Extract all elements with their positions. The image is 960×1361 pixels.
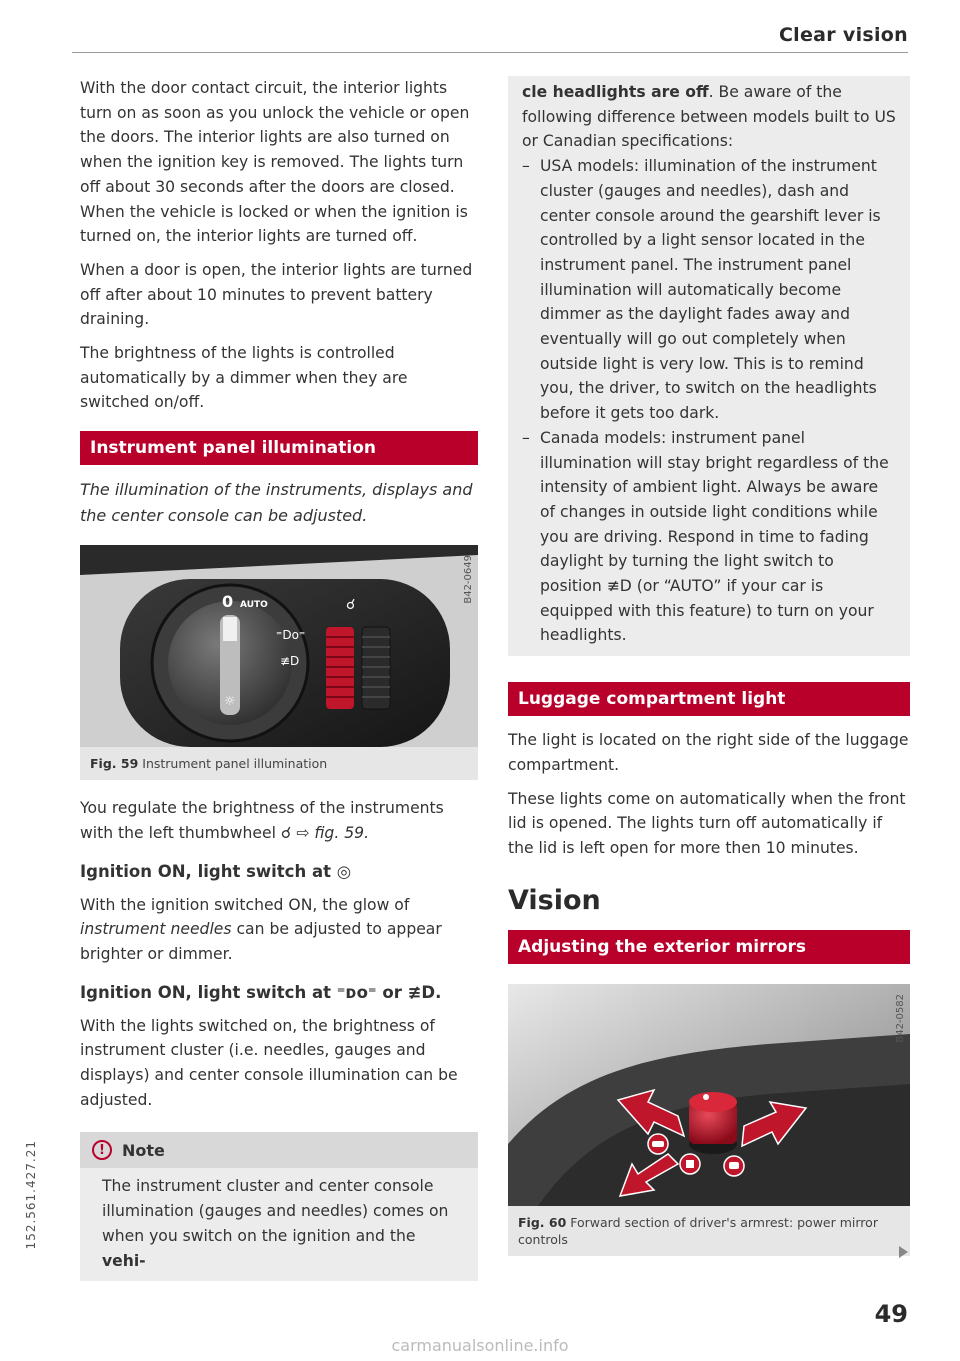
needles-text-b: can be adjusted to appear brighter or dimmer.: [80, 920, 442, 963]
note-continuation-text: [522, 80, 896, 154]
note-text-a: The instrument cluster and center console illumination (gauges and needles) comes on when you switch on the ignition and the: [102, 1177, 449, 1245]
note-title: Note: [122, 1140, 165, 1160]
region-list: [522, 154, 896, 648]
switch-position-zero: 0: [222, 592, 234, 612]
thumbwheel-text: You regulate the brightness of the instruments with the left thumbwheel: [80, 799, 444, 842]
subheading-light-switch-off: Ignition ON, light switch at ◎: [80, 861, 352, 881]
continue-arrow-icon: [899, 1246, 908, 1258]
figure-59-caption: [80, 747, 478, 780]
paragraph-door-open: When a door is open, the interior lights are turned off after about 10 minutes to prevent battery draining.: [80, 260, 473, 329]
mirror-controls-illustration: [508, 984, 910, 1206]
switch-position-auto: AUTO: [240, 600, 268, 611]
section-title-instrument-panel: Instrument panel illumination: [80, 431, 478, 465]
note-text: [102, 1174, 456, 1273]
subheading-lights-on: Ignition ON, light switch at ⁼ᴅᴏ⁼ or ≢D.: [80, 982, 442, 1002]
right-column: [508, 76, 910, 1256]
figure-60-caption-text: Forward section of driver's armrest: power mirror controls: [518, 1214, 878, 1247]
running-header: Clear vision: [778, 24, 908, 46]
thumbwheel-inline-icon: ☌: [280, 823, 297, 842]
note-text-bold: vehi-: [102, 1251, 146, 1270]
fog-light-icon: ☼: [224, 694, 236, 710]
list-item-usa: – USA models: illumination of the instrument cluster (gauges and needles), dash and center console around the gearshift lever is controlled by a light sensor located in the instrument panel. The instrument panel illumination will automatically become dimmer as the daylight fades away and eventually will go out completely when outside light is very low. This is to remind you, the driver, to switch on the headlights before it gets too dark.: [522, 154, 896, 426]
figure-59-label: Fig. 59: [90, 756, 139, 772]
note-continuation-box: [508, 76, 910, 656]
paragraph-thumbwheel: [80, 796, 478, 845]
header-rule: [72, 52, 908, 53]
watermark: carmanualsonline.info: [391, 1336, 569, 1355]
note-continuation-rest: . Be aware of the following difference between models built to US or Canadian specifications:: [522, 83, 896, 151]
paragraph-luggage-auto: These lights come on automatically when the front lid is opened. The lights turn off automatically if the lid is left open for more then 10 minutes.: [508, 789, 906, 857]
figure-59-caption-text: Instrument panel illumination: [142, 756, 328, 772]
thumbwheel-icon: ☌: [346, 597, 356, 614]
paragraph-lights-on: With the lights switched on, the brightness of instrument cluster (i.e. needles, gauges and displays) and center console illumination can be adjusted.: [80, 1016, 458, 1109]
needles-emphasis: instrument needles: [80, 920, 232, 939]
figure-60-image: [508, 984, 910, 1206]
page-number: 49: [874, 1300, 908, 1328]
list-item-canada: – Canada models: instrument panel illumination will stay bright regardless of the intensity of ambient light. Always be aware of changes in outside light conditions while you are driving. Respond in time to fading daylight by turning the light switch to position ≢D (or “AUTO” if your car is equipped with this feature) to turn on your headlights.: [522, 426, 896, 648]
paragraph-brightness: The brightness of the lights is controlled automatically by a dimmer when they are switched on/off.: [80, 344, 408, 412]
parking-light-icon: ⁼Dᴏ⁼: [276, 628, 306, 643]
figure-59-reference[interactable]: ⇨ fig. 59.: [296, 823, 370, 842]
needles-text-a: With the ignition switched ON, the glow of: [80, 895, 410, 914]
chapter-heading-vision: Vision: [508, 884, 601, 916]
headlight-icon: ≢D: [280, 654, 300, 669]
paragraph-luggage-location: The light is located on the right side of the luggage compartment.: [508, 731, 909, 774]
paragraph-door-contact: With the door contact circuit, the interior lights turn on as soon as you unlock the vehicle or open the doors. The interior lights are also turned on when the ignition key is removed. The lights turn off about 30 seconds after the doors are closed. When the vehicle is locked or when the ignition is turned on, the interior lights are turned off.: [80, 79, 470, 246]
figure-60-caption: [508, 1206, 910, 1256]
figure-59-code: B42-0649: [463, 555, 474, 604]
note-header: [80, 1132, 478, 1168]
figure-60-label: Fig. 60: [518, 1214, 567, 1230]
section-intro: The illumination of the instruments, displays and the center console can be adjusted.: [80, 480, 473, 526]
section-title-luggage: Luggage compartment light: [508, 682, 910, 716]
section-title-mirrors: Adjusting the exterior mirrors: [508, 930, 910, 964]
left-column: [80, 76, 478, 1281]
light-switch-illustration: [80, 545, 478, 747]
figure-59-image: [80, 545, 478, 747]
figure-60-code: B42-0582: [895, 993, 906, 1043]
note-box: [80, 1132, 478, 1281]
side-document-number: 152.561.427.21: [24, 1140, 38, 1250]
note-body: [80, 1168, 478, 1281]
paragraph-needles: [80, 893, 478, 967]
note-icon: !: [92, 1140, 112, 1160]
note-continuation-bold: cle headlights are off: [522, 83, 709, 101]
